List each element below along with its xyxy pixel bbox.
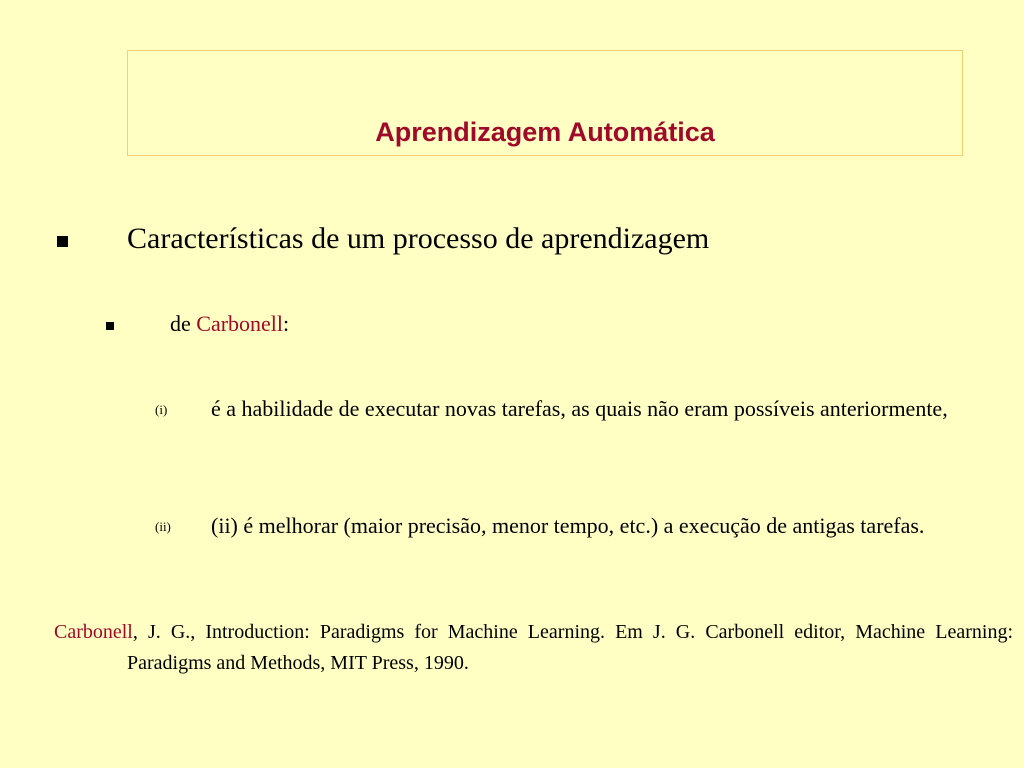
reference-text: , J. G., Introduction: Paradigms for Machine Learning. Em J. G. Carbonell editor, Machine Learning: Paradigms and Methods, MIT Press, 1990. <box>127 621 1013 674</box>
carbonell-name: Carbonell <box>196 311 284 336</box>
bullet-sub-prefix: de <box>170 311 197 336</box>
title-box <box>127 50 963 156</box>
item-text-ii: (ii) é melhorar (maior precisão, menor tempo, etc.) a execução de antigas tarefas. <box>211 513 925 538</box>
reference-author: Carbonell <box>54 621 133 643</box>
bullet-sub-text <box>170 311 289 337</box>
item-text-i: é a habilidade de executar novas tarefas, as quais não eram possíveis anteriormente, <box>211 396 948 421</box>
bullet-main-text: Características de um processo de aprendizagem <box>127 222 710 255</box>
item-marker-ii: (ii) <box>155 519 171 534</box>
bullet-square-small-icon <box>106 322 114 330</box>
slide-title: Aprendizagem Automática <box>375 117 715 147</box>
bullet-square-icon <box>57 236 68 247</box>
item-marker-i: (i) <box>155 402 168 417</box>
bullet-sub-suffix: : <box>283 311 290 336</box>
reference-citation <box>54 617 1013 679</box>
